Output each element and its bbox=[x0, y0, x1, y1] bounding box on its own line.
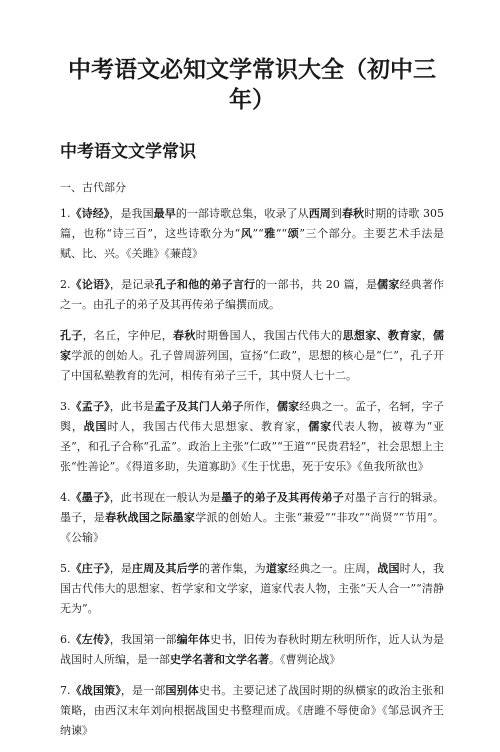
emphasis-text: 春秋 bbox=[341, 207, 365, 220]
body-text: ，是 bbox=[109, 562, 133, 575]
emphasis-text: 道家 bbox=[265, 562, 289, 575]
emphasis-text: 最早 bbox=[153, 207, 176, 220]
emphasis-text: 风 bbox=[240, 227, 253, 240]
body-text: 。《曹刿论战》 bbox=[269, 653, 341, 666]
body-text: 学派的创始人。主张“兼爱”“非攻”“尚贤”“节用”。《公输》 bbox=[60, 511, 444, 544]
body-text: 时人，我国古代伟大思想家、教育家， bbox=[107, 420, 309, 433]
emphasis-text: 儒家 bbox=[276, 400, 300, 413]
emphasis-text: 儒家 bbox=[60, 329, 445, 362]
emphasis-text: 战国 bbox=[83, 420, 108, 433]
body-text: ”“ bbox=[275, 227, 288, 240]
emphasis-text: 庄周及其后学 bbox=[132, 562, 199, 575]
paragraph bbox=[60, 275, 444, 315]
paragraph bbox=[60, 326, 444, 386]
emphasis-text: 战国 bbox=[377, 562, 400, 575]
body-text: ，是记录 bbox=[109, 278, 155, 291]
body-text: 史书。主要记述了战国时期的纵横家的政治主张和策略，由西汉末年刘向根据战国史书整理而成。《唐雎不辱使命》《邹忌讽齐王纳谏》 bbox=[60, 684, 445, 737]
body-text: 2. bbox=[60, 278, 71, 291]
body-text: 1. bbox=[60, 207, 71, 220]
document-title: 中考语文必知文学常识大全（初中三年） bbox=[68, 56, 436, 113]
body-text: 经典著作之一。由孔子的弟子及其再传弟子编撰而成。 bbox=[60, 278, 445, 311]
emphasis-text: 《论语》 bbox=[70, 278, 110, 291]
body-text: 时期鲁国人，我国古代伟大的 bbox=[195, 329, 343, 342]
paragraph bbox=[60, 681, 444, 741]
emphasis-text: 儒家 bbox=[377, 278, 400, 291]
emphasis-text: 春秋战国之际墨家 bbox=[105, 511, 196, 524]
emphasis-text: 《左传》 bbox=[70, 633, 110, 646]
body-text: ，名丘，字仲尼， bbox=[82, 329, 174, 342]
body-text: 史书，旧传为春秋时期左秋明所作，近人认为是战国时人所编，是一部 bbox=[60, 633, 445, 666]
body-text: ，我国第一部 bbox=[109, 633, 177, 646]
emphasis-text: 孟子及其门人弟子 bbox=[154, 400, 244, 413]
body-text: ”“ bbox=[252, 227, 264, 240]
body-text: 6. bbox=[60, 633, 71, 646]
emphasis-text: 雅 bbox=[263, 227, 276, 240]
emphasis-text: 《战国策》 bbox=[70, 684, 121, 697]
body-text: ， bbox=[421, 329, 434, 342]
body-text: 的一部诗歌总集，收录了从 bbox=[175, 207, 309, 220]
emphasis-text: 思想家、教育家 bbox=[342, 329, 422, 342]
emphasis-text: 编年体 bbox=[176, 633, 211, 646]
emphasis-text: 孔子和他的弟子言行 bbox=[154, 278, 256, 291]
body-text: 5. bbox=[60, 562, 71, 575]
body-text: ，是我国 bbox=[109, 207, 154, 220]
body-text: 代表人物，被尊为“亚圣”，和孔子合称“孔孟”。政治上主张“仁政”“王道”“民贵君轻”，社会思想上主张“性善论”。《得道多助，失道寡助》《生于忧患，死于安乐》《鱼我所欲也》 bbox=[60, 420, 445, 473]
body-text: 学派的创始人。孔子曾周游列国，宣扬“仁政”，思想的核心是“仁”，孔子开了中国私塾教育的先河，相传有弟子三千，其中贤人七十二。 bbox=[60, 349, 445, 382]
body-text: 经典之一。庄周， bbox=[288, 562, 378, 575]
emphasis-text: 国别体 bbox=[165, 684, 199, 697]
paragraph bbox=[60, 630, 444, 670]
paragraph bbox=[60, 397, 444, 477]
emphasis-text: 春秋 bbox=[173, 329, 196, 342]
body-text: 4. bbox=[60, 491, 71, 504]
body-text: ，是一部 bbox=[120, 684, 166, 697]
emphasis-text: 西周 bbox=[308, 207, 331, 220]
section-heading: 一、古代部分 bbox=[60, 181, 126, 194]
emphasis-text: 儒家 bbox=[308, 420, 332, 433]
emphasis-text: 《诗经》 bbox=[70, 207, 110, 220]
document-body bbox=[60, 204, 444, 752]
body-text: 对墨子言行的辑录。墨子，是 bbox=[60, 491, 445, 524]
paragraph bbox=[60, 488, 444, 548]
emphasis-text: 孔子 bbox=[60, 329, 83, 342]
emphasis-text: 墨子的弟子及其再传弟子 bbox=[221, 491, 344, 504]
paragraph bbox=[60, 204, 444, 264]
body-text: 经典之一。孟子，名轲，字子舆， bbox=[60, 400, 445, 433]
body-text: 3. bbox=[60, 400, 71, 413]
body-text: 时人，我国古代伟大的思想家、哲学家和文学家，道家代表人物，主张“天人合一”“清静无为”。 bbox=[60, 562, 445, 615]
body-text: 的著作集，为 bbox=[198, 562, 266, 575]
body-text: 7. bbox=[60, 684, 71, 697]
emphasis-text: 颂 bbox=[287, 227, 300, 240]
body-text: 所作， bbox=[243, 400, 277, 413]
body-text: 时期的诗歌 305 篇，也称“诗三百”，这些诗歌分为“ bbox=[60, 207, 445, 240]
paragraph bbox=[60, 559, 444, 619]
emphasis-text: 史学名著和文学名著 bbox=[170, 653, 269, 666]
body-text: ”三个部分。主要艺术手法是赋、比、兴。《关雎》《蒹葭》 bbox=[60, 227, 445, 260]
emphasis-text: 《孟子》 bbox=[70, 400, 110, 413]
emphasis-text: 《庄子》 bbox=[70, 562, 110, 575]
section-title: 中考语文文学常识 bbox=[60, 142, 196, 162]
body-text: ，此书现在一般认为是 bbox=[109, 491, 222, 504]
emphasis-text: 《墨子》 bbox=[70, 491, 110, 504]
body-text: 的一部书，共 20 篇，是 bbox=[255, 278, 378, 291]
body-text: 到 bbox=[330, 207, 342, 220]
body-text: ，此书是 bbox=[109, 400, 155, 413]
